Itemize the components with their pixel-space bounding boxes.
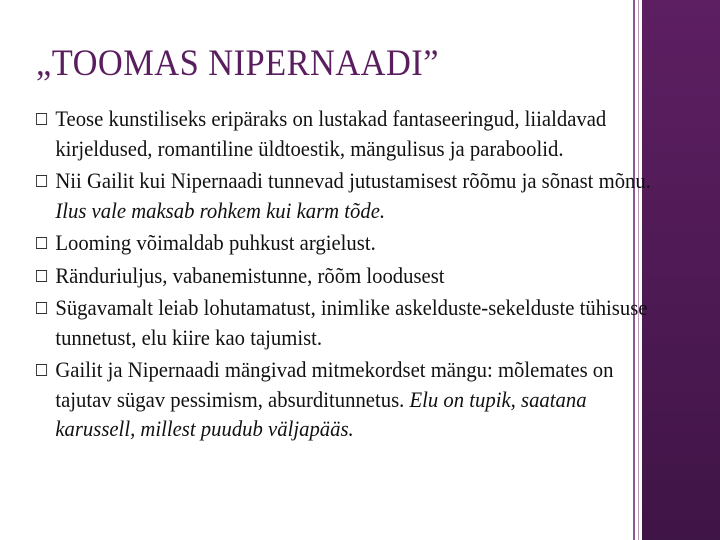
bullet-text: Looming võimaldab puhkust argielust.: [55, 230, 376, 255]
bullet-item: [36, 355, 651, 444]
square-bullet-icon: [36, 364, 47, 376]
bullet-text: Nii Gailit kui Nipernaadi tunnevad jutustamisest rõõmu ja sõnast mõnu.: [55, 168, 651, 193]
decorative-side-panel: [642, 0, 720, 540]
bullet-text: Gailit ja Nipernaadi mängivad mitmekordset mängu: mõlemates on tajutav sügav pessimism, absurditunnetus.: [55, 357, 614, 412]
square-bullet-icon: [36, 237, 47, 249]
square-bullet-icon: [36, 270, 47, 282]
bullet-text: Teose kunstiliseks eripäraks on lustakad fantaseeringud, liialdavad kirjeldused, romantiline üldtoestik, mängulisus ja paraboolid.: [55, 106, 607, 161]
bullet-text: Sügavamalt leiab lohutamatust, inimlike askelduste-sekelduste tühisuse tunnetust, elu kiire kao tajumist.: [55, 295, 648, 350]
bullet-italic-text: Ilus vale maksab rohkem kui karm tõde.: [55, 197, 386, 223]
square-bullet-icon: [36, 175, 47, 187]
bullet-italic-text: Elu on tupik, saatana karussell, millest puudub väljapääs.: [55, 386, 587, 441]
slide-title: „TOOMAS NIPERNAADI”: [36, 43, 439, 84]
bullet-item: [36, 293, 651, 352]
square-bullet-icon: [36, 302, 47, 314]
bullet-item: [36, 104, 651, 163]
bullet-item: [36, 228, 651, 258]
bullet-text: Ränduriuljus, vabanemistunne, rõõm loodusest: [55, 262, 445, 288]
bullet-item: [36, 166, 651, 225]
bullet-item: [36, 261, 651, 291]
bullet-list: [36, 104, 651, 447]
square-bullet-icon: [36, 113, 47, 125]
